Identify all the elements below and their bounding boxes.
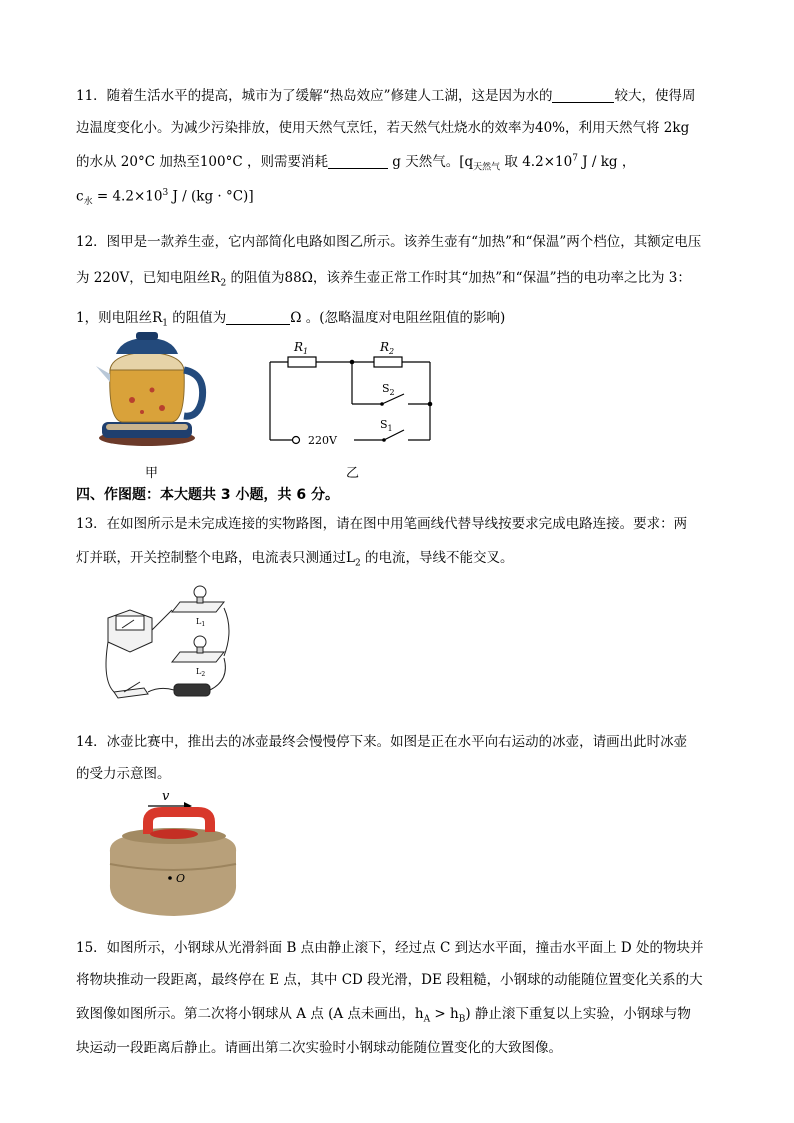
svg-text:R2: $R_2$ xyxy=(380,340,395,356)
svg-text:S1: $S_1$ xyxy=(380,418,393,433)
section-title: 四、作图题：本大题共 3 小题，共 6 分。 xyxy=(76,487,339,503)
circuit-diagram xyxy=(262,332,442,450)
q14-line-1: 14．冰壶比赛中，推出去的冰壶最终会慢慢停下来。如图是正在水平向右运动的冰壶，请画出此时冰壶 xyxy=(76,734,688,750)
svg-text:R1: $R_1$ xyxy=(294,340,309,356)
svg-text:L1: $L_1$ xyxy=(196,617,206,628)
kettle-image xyxy=(92,330,208,450)
q13-line-1: 13．在如图所示是未完成连接的实物路图，请在图中用笔画线代替导线按要求完成电路连接。要求：两 xyxy=(76,516,688,532)
q13-line-2: 灯并联，开关控制整个电路，电流表只测通过$L_2$ 的电流，导线不能交叉。 xyxy=(76,550,514,569)
q11-line-4: $c_水 = 4.2\times 10^3$ J / (kg · °C)] xyxy=(76,188,254,208)
q15-line-2: 将物块推动一段距离，最终停在 E 点，其中 CD 段光滑，DE 段粗糙，小钢球的动能随位置变化关系的大 xyxy=(76,972,703,988)
q12-line-3: 1，则电阻丝$R_1$ 的阻值为 Ω 。(忽略温度对电阻丝阻值的影响) xyxy=(76,310,506,329)
curling-stone-image xyxy=(104,786,244,920)
q15-line-4: 块运动一段距离后静止。请画出第二次实验时小钢球动能随位置变化的大致图像。 xyxy=(76,1040,562,1056)
q12-line-2: 为 220V，已知电阻丝$R_2$ 的阻值为88Ω，该养生壶正常工作时其“加热”和“保温”挡的电功率之比为 3： xyxy=(76,270,691,289)
caption-jia: 甲 xyxy=(145,466,159,481)
q11-line-3: 的水从 20°C 加热至100°C ，则需要消耗 g 天然气。[$q_{天然气}$ 取 $4.2\times 10^7$ J / kg ， xyxy=(76,153,636,173)
svg-text:220V: 220V xyxy=(308,434,337,447)
caption-yi: 乙 xyxy=(346,466,360,481)
svg-text:v: v xyxy=(162,789,170,804)
q12-blank[interactable] xyxy=(226,308,290,325)
q11-line-1: 11．随着生活水平的提高，城市为了缓解“热岛效应”修建人工湖，这是因为水的 较大，使得周 xyxy=(76,88,696,104)
svg-text:L2: $L_2$ xyxy=(196,667,206,678)
q11-line-2: 边温度变化小。为减少污染排放，使用天然气烹饪，若天然气灶烧水的效率为40%，利用天然气将 2kg xyxy=(76,120,690,136)
q11-blank-2[interactable] xyxy=(328,152,388,169)
q15-line-1: 15．如图所示，小钢球从光滑斜面 B 点由静止滚下，经过点 C 到达水平面，撞击水平面上 D 处的物块并 xyxy=(76,940,704,956)
svg-text:O: O xyxy=(176,872,186,885)
q12-line-1: 12．图甲是一款养生壶，它内部简化电路如图乙所示。该养生壶有“加热”和“保温”两个档位，其额定电压 xyxy=(76,234,702,250)
svg-text:S2: $S_2$ xyxy=(382,382,395,397)
q15-line-3: 致图像如图所示。第二次将小钢球从 A 点 (A 点未画出，$h_A > h_B$) 静止滚下重复以上实验，小钢球与物 xyxy=(76,1006,691,1025)
q14-line-2: 的受力示意图。 xyxy=(76,766,171,782)
q11-blank-1[interactable] xyxy=(552,86,614,103)
physical-circuit-image xyxy=(100,580,240,710)
